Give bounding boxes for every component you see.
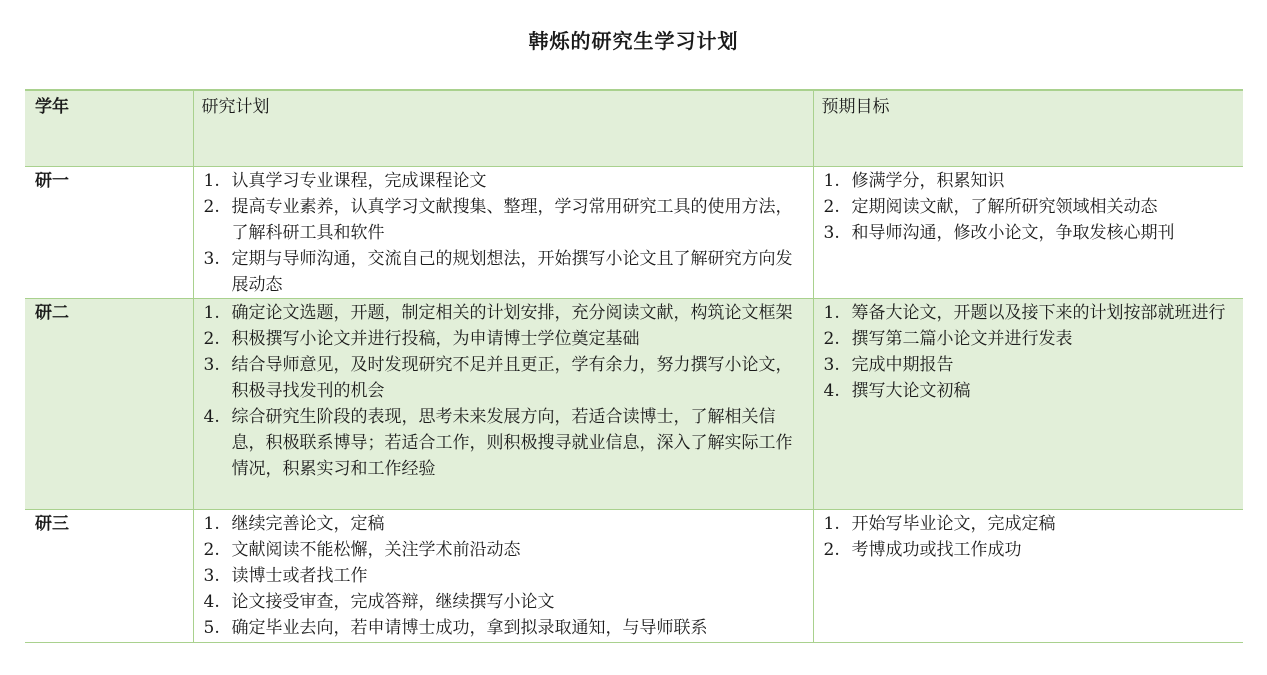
list-item: 2. 撰写第二篇小论文并进行发表	[823, 328, 1073, 349]
table-header-row	[25, 90, 1243, 166]
list-item: 2. 考博成功或找工作成功	[823, 539, 1022, 560]
goal-cell	[813, 509, 1243, 642]
goal-cell	[813, 298, 1243, 509]
list-item: 1. 修满学分，积累知识	[823, 170, 1005, 191]
plan-cell	[193, 166, 813, 298]
list-item: 1. 认真学习专业课程，完成课程论文	[203, 170, 487, 191]
goal-list	[822, 300, 1236, 404]
goal-list	[822, 168, 1236, 246]
plan-cell	[193, 298, 813, 509]
list-item: 2. 积极撰写小论文并进行投稿，为申请博士学位奠定基础	[203, 328, 640, 349]
list-item: 3. 结合导师意见，及时发现研究不足并且更正，学有余力，努力撰写小论文，积极寻找发刊的机会	[203, 354, 793, 401]
list-item: 4. 综合研究生阶段的表现，思考未来发展方向，若适合读博士，了解相关信息，积极联系博导；若适合工作，则积极搜寻就业信息，深入了解实际工作情况，积累实习和工作经验	[203, 406, 793, 479]
list-item: 1. 确定论文选题，开题，制定相关的计划安排，充分阅读文献，构筑论文框架	[203, 302, 793, 323]
document-title: 韩烁的研究生学习计划	[528, 29, 739, 53]
year-cell: 研三	[35, 513, 69, 534]
goal-cell	[813, 166, 1243, 298]
table-row-year1	[25, 166, 1243, 298]
list-item: 1. 开始写毕业论文，完成定稿	[823, 513, 1056, 534]
header-goal: 预期目标	[813, 90, 1243, 166]
header-year: 学年	[35, 97, 69, 117]
list-item: 4. 撰写大论文初稿	[823, 380, 971, 401]
header-plan: 研究计划	[193, 90, 813, 166]
list-item: 3. 和导师沟通，修改小论文，争取发核心期刊	[823, 222, 1175, 243]
list-item: 4. 论文接受审查，完成答辩，继续撰写小论文	[203, 591, 555, 612]
list-item: 2. 文献阅读不能松懈，关注学术前沿动态	[203, 539, 521, 560]
table-row-year3	[25, 509, 1243, 642]
list-item: 1. 继续完善论文，定稿	[203, 513, 385, 534]
year-cell: 研一	[35, 170, 69, 191]
study-plan-table	[25, 89, 1243, 643]
list-item: 2. 定期阅读文献，了解所研究领域相关动态	[823, 196, 1158, 217]
list-item: 3. 读博士或者找工作	[203, 565, 368, 586]
goal-list	[822, 511, 1236, 563]
table-row-year2	[25, 298, 1243, 509]
list-item: 3. 定期与导师沟通，交流自己的规划想法，开始撰写小论文且了解研究方向发展动态	[203, 248, 793, 295]
list-item: 5. 确定毕业去向，若申请博士成功，拿到拟录取通知，与导师联系	[203, 617, 708, 638]
list-item: 3. 完成中期报告	[823, 354, 954, 375]
plan-list	[202, 300, 805, 482]
year-cell: 研二	[35, 302, 69, 323]
list-item: 1. 筹备大论文，开题以及接下来的计划按部就班进行	[823, 302, 1226, 323]
list-item: 2. 提高专业素养，认真学习文献搜集、整理，学习常用研究工具的使用方法，了解科研工具和软件	[203, 196, 793, 243]
plan-list	[202, 168, 805, 298]
plan-list	[202, 511, 805, 641]
plan-cell	[193, 509, 813, 642]
